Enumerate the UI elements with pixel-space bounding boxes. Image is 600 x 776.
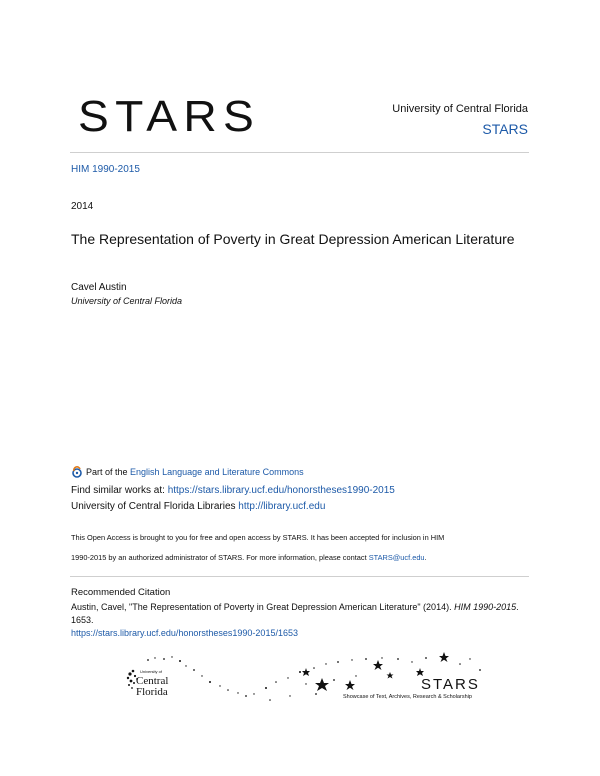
ucf-logo-florida: Florida bbox=[136, 686, 168, 698]
ucf-logo-central: Central bbox=[136, 675, 169, 687]
notice-line-2 bbox=[71, 548, 531, 568]
notice-line-1: This Open Access is brought to you for free and open access by STARS. It has been accepted for inclusion in HIM bbox=[71, 533, 445, 542]
ucf-logo-small-text: University of bbox=[140, 669, 163, 674]
institution-name: University of Central Florida bbox=[392, 103, 528, 115]
document-title: The Representation of Poverty in Great Depression American Literature bbox=[71, 231, 515, 247]
commons-link[interactable]: English Language and Literature Commons bbox=[130, 467, 304, 477]
notice-line-2-text: 1990-2015 by an authorized administrator of STARS. For more information, please contact bbox=[71, 553, 367, 562]
stars-footer-tagline: Showcase of Text, Archives, Research & Scholarship bbox=[343, 694, 472, 700]
citation-number: . 1653. bbox=[71, 602, 519, 625]
libraries-link[interactable]: http://library.ucf.edu bbox=[238, 501, 326, 512]
notice-period: . bbox=[424, 553, 427, 562]
similar-works-line bbox=[71, 485, 395, 496]
author-name: Cavel Austin bbox=[71, 282, 127, 293]
divider bbox=[70, 152, 529, 153]
citation-heading: Recommended Citation bbox=[71, 587, 171, 598]
libraries-label: University of Central Florida Libraries bbox=[71, 501, 236, 512]
repository-link[interactable]: STARS bbox=[482, 121, 528, 137]
citation-main: Austin, Cavel, "The Representation of Poverty in Great Depression American Literature" (2014). bbox=[71, 602, 452, 612]
publication-year: 2014 bbox=[71, 201, 94, 212]
similar-works-link[interactable]: https://stars.library.ucf.edu/honorstheses1990-2015 bbox=[167, 485, 395, 496]
part-of-line bbox=[71, 466, 304, 478]
citation-text bbox=[71, 601, 531, 640]
author-affiliation: University of Central Florida bbox=[71, 296, 183, 306]
similar-label: Find similar works at: bbox=[71, 485, 165, 496]
stars-logo[interactable]: STARS bbox=[78, 92, 261, 141]
open-access-icon bbox=[71, 466, 83, 478]
stars-footer-logo: STARS bbox=[421, 676, 480, 693]
citation-series: HIM 1990-2015 bbox=[454, 602, 517, 612]
open-access-notice bbox=[71, 528, 531, 568]
contact-email-link[interactable]: STARS@ucf.edu bbox=[368, 553, 425, 562]
divider bbox=[70, 576, 529, 577]
part-of-prefix: Part of the bbox=[86, 467, 128, 477]
citation-url-link[interactable]: https://stars.library.ucf.edu/honorstheses1990-2015/1653 bbox=[71, 628, 298, 638]
collection-link[interactable]: HIM 1990-2015 bbox=[71, 164, 140, 175]
libraries-line bbox=[71, 501, 325, 512]
